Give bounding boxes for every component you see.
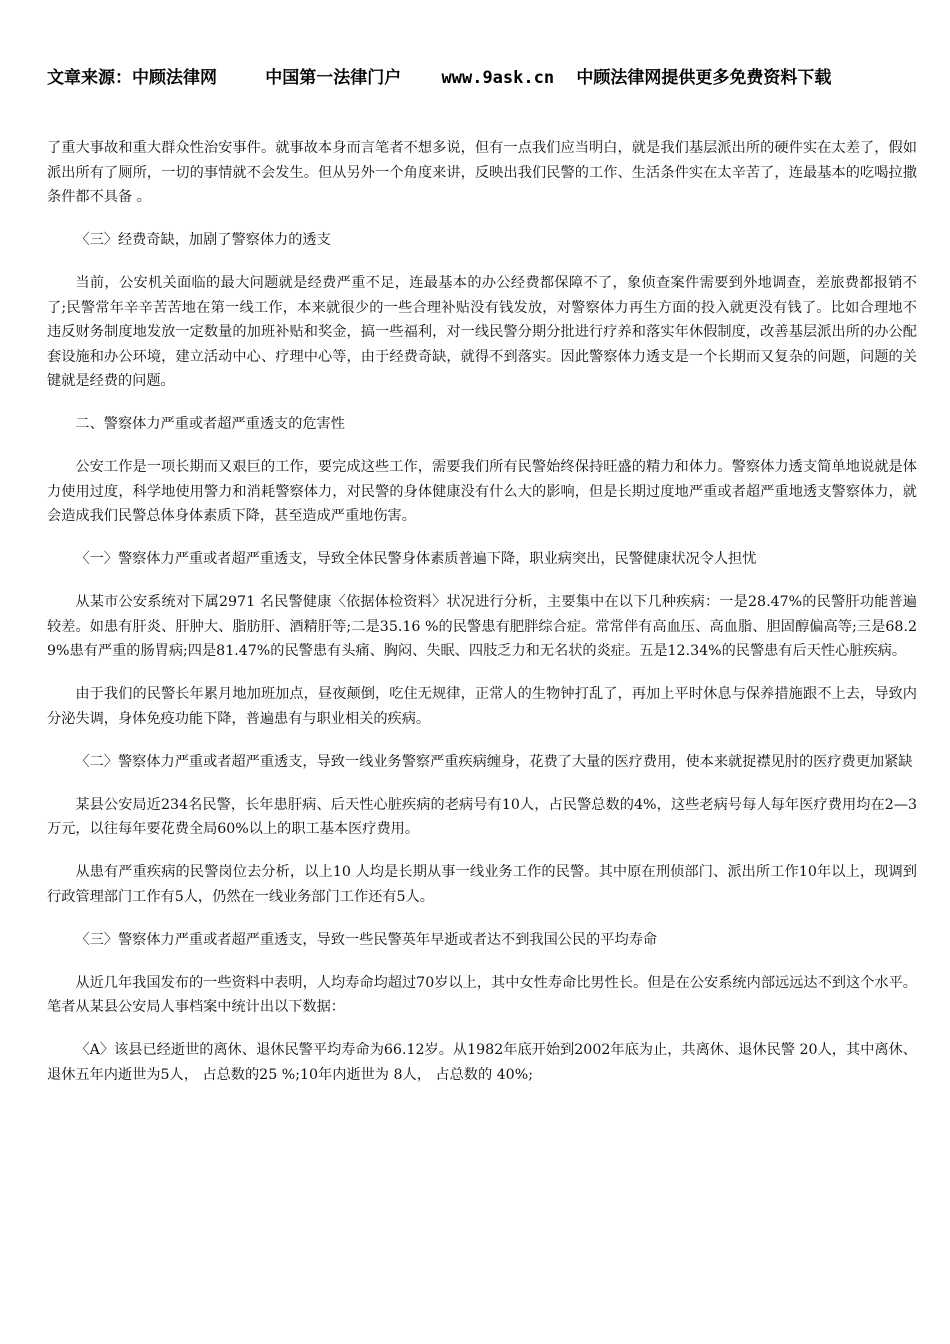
document-body <box>47 136 917 1106</box>
paragraph-health-stats: 从某市公安系统对下属2971 名民警健康〈依据体检资料〉状况进行分析，主要集中在以下几种疾病：一是28.47%的民警肝功能普遍较差。如患有肝炎、肝肿大、脂肪肝、酒精肝等;二是35.16 %的民警患有肥胖综合症。常常伴有高血压、高血脂、胆固醇偏高等;三是68.29%患有严重的肠胃病;四是81.47%的民警患有头痛、胸闷、失眠、四肢乏力和无名状的炎症。五是12.34%的民警患有后天性心脏疾病。 <box>47 594 917 659</box>
paragraph-medical-posts: 从患有严重疾病的民警岗位去分析，以上10 人均是长期从事一线业务工作的民警。其中原在刑侦部门、派出所工作10年以上，现调到行政管理部门工作有5人，仍然在一线业务部门工作还有5人。 <box>47 864 917 905</box>
subsection-heading-medical: 〈二〉警察体力严重或者超严重透支，导致一线业务警察严重疾病缠身，花费了大量的医疗费用，使本来就捉襟见肘的医疗费更加紧缺 <box>75 753 913 770</box>
paragraph-lifespan-data-a: 〈A〉该县已经逝世的离休、退休民警平均寿命为66.12岁。从1982年底开始到2002年底为止，共离休、退休民警 20人，其中离休、退休五年内逝世为5人， 占总数的25 %;10年内逝世为 8人， 占总数的 40%; <box>47 1042 917 1083</box>
header-url-link[interactable]: www.9ask.cn <box>441 68 555 88</box>
paragraph-lifespan-intro: 从近几年我国发布的一些资料中表明，人均寿命均超过70岁以上，其中女性寿命比男性长。但是在公安系统内部远远达不到这个水平。笔者从某县公安局人事档案中统计出以下数据： <box>47 974 917 1015</box>
paragraph-harm-intro: 公安工作是一项长期而又艰巨的工作，要完成这些工作，需要我们所有民警始终保持旺盛的精力和体力。警察体力透支简单地说就是体力使用过度，科学地使用警力和消耗警察体力，对民警的身体健康没有什么大的影响，但是长期过度地严重或者超严重地透支警察体力，就会造成我们民警总体身体素质下降，甚至造成严重地伤害。 <box>47 459 917 524</box>
section-heading-harm: 二、警察体力严重或者超严重透支的危害性 <box>75 416 345 432</box>
subsection-heading-health: 〈一〉警察体力严重或者超严重透支，导致全体民警身体素质普遍下降，职业病突出，民警健康状况令人担忧 <box>75 551 757 567</box>
section-heading-funding: 〈三〉经费奇缺，加剧了警察体力的透支 <box>75 232 331 248</box>
subsection-heading-lifespan: 〈三〉警察体力严重或者超严重透支，导致一些民警英年早逝或者达不到我国公民的平均寿命 <box>75 931 658 948</box>
paragraph-funding: 当前，公安机关面临的最大问题就是经费严重不足，连最基本的办公经费都保障不了，象侦查案件需要到外地调查，差旅费都报销不了;民警常年辛辛苦苦地在第一线工作，本来就很少的一些合理补贴没有钱发放，对警察体力再生方面的投入就更没有钱了。比如合理地不违反财务制度地发放一定数量的加班补贴和奖金，搞一些福利，对一线民警分期分批进行疗养和落实年休假制度，改善基层派出所的办公配套设施和办公环境，建立活动中心、疗理中心等，由于经费奇缺，就得不到落实。因此警察体力透支是一个长期而又复杂的问题，问题的关键就是经费的问题。 <box>47 275 917 389</box>
header-portal: 中国第一法律门户 <box>265 68 402 88</box>
paragraph-medical-costs: 某县公安局近234名民警，长年患肝病、后天性心脏疾病的老病号有10人，占民警总数的4%，这些老病号每人每年医疗费用均在2—3万元，以往每年要花费全局60%以上的职工基本医疗费用。 <box>47 796 917 837</box>
paragraph-continuation: 了重大事故和重大群众性治安事件。就事故本身而言笔者不想多说，但有一点我们应当明白，就是我们基层派出所的硬件实在太差了，假如派出所有了厕所，一切的事情就不会发生。但从另外一个角度来讲，反映出我们民警的工作、生活条件实在太辛苦了，连最基本的吃喝拉撒条件都不具备 。 <box>47 140 917 205</box>
paragraph-health-causes: 由于我们的民警长年累月地加班加点，昼夜颠倒，吃住无规律，正常人的生物钟打乱了，再加上平时休息与保养措施跟不上去，导致内分泌失调，身体免疫功能下降，普遍患有与职业相关的疾病。 <box>47 686 917 727</box>
header-source: 文章来源：中顾法律网 <box>47 68 217 88</box>
header-tagline: 中顾法律网提供更多免费资料下载 <box>576 68 832 88</box>
page-header <box>47 66 917 90</box>
